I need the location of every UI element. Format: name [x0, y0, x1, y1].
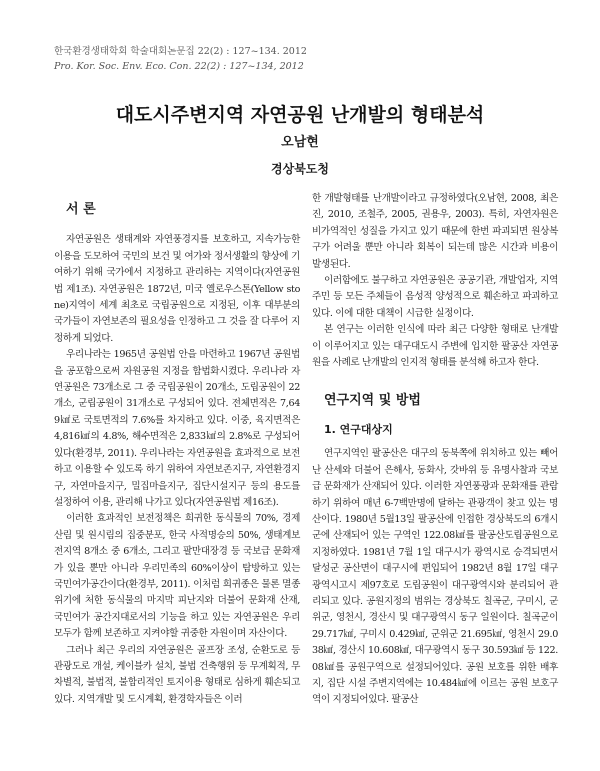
paper-title: 대도시주변지역 자연공원 난개발의 형태분석: [115, 104, 485, 126]
section-heading-study-area: 연구지역 및 방법: [324, 393, 421, 409]
body-paragraph: 한 개발형태를 난개발이라고 규정하였다(오남현, 2008, 최은진, 2010, 조철주, 2005, 권용우, 2003). 특히, 자연자원은 비가역적인 성질을 가지고 있기 때문에 한번 파괴되면 원상복구가 어려울 뿐만 아니라 회복이 되는데 많은 시간과 비용이 발생된다.: [312, 193, 558, 270]
body-paragraph: 본 연구는 이러한 인식에 따라 최근 다양한 형태로 난개발이 이루어지고 있는 대구대도시 주변에 입지한 팔공산 자연공원을 사례로 난개발의 인지적 형태를 분석해 하고자 한다.: [312, 324, 558, 369]
subsection-heading: 1. 연구대상지: [324, 422, 393, 436]
journal-citation-korean: 한국환경생태학회 학술대회논문집 22(2) : 127~134. 2012: [54, 46, 307, 57]
right-column: [312, 191, 558, 709]
body-paragraph: 그러나 최근 우리의 자연공원은 골프장 조성, 순환도로 등 관광도로 개설, 케이블카 설치, 불법 건축행위 등 무계획적, 무차별적, 불법적, 불합리적인 토지이용 형태로 심하게 훼손되고 있다. 지역개발 및 도시계획, 환경학자들은 이러: [54, 644, 300, 705]
left-column: [54, 202, 300, 708]
journal-citation-english: Pro. Kor. Soc. Env. Eco. Con. 22(2) : 127~134, 2012: [54, 61, 304, 72]
body-paragraph: 연구지역인 팔공산은 대구의 동북쪽에 위치하고 있는 빼어난 산세와 더불어 은해사, 동화사, 갓바위 등 유명사찰과 국보급 문화재가 산재되어 있다. 이러한 자연풍광과 문화재를 관람하기 위하여 매년 6-7백만명에 달하는 관광객이 찾고 있는 명산이다. 1980년 5월13일 팔공산에 인접한 경상북도의 6개시군에 산재되어 있는 구역인 122.08㎢를 팔공산도립공원으로 지정하였다. 1981년 7월 1일 대구시가 광역시로 승격되면서 달성군 공산면이 대구시에 편입되어 1982년 8월 17일 대구광역시고시 제97호로 도립공원이 대구광역시와 분리되어 관리되고 있다. 공원지정의 범위는 경상북도 칠곡군, 구미시, 군위군, 영천시, 경산시 및 대구광역시 동구 일원이다. 칠곡군이 29.717㎢, 구미시 0.429㎢, 군위군 21.695㎢, 영천시 29.038㎢, 경산시 10.608㎢, 대구광역시 동구 30.593㎢ 등 122.08㎢를 공원구역으로 설정되어있다. 공원 보호를 위한 배후지, 집단 시설 주변지역에는 10.484㎢에 이르는 공원 보호구역이 지정되어있다. 팔공산: [312, 448, 558, 706]
body-paragraph: 자연공원은 생태계와 자연풍경지를 보호하고, 지속가능한 이용을 도모하여 국민의 보건 및 여가와 정서생활의 향상에 기여하기 위해 국가에서 지정하고 관리하는 지역이다(자연공원법 제1조). 자연공원은 1872년, 미국 옐로우스톤(Yellow stone)지역이 세계 최초로 국립공원으로 지정된, 이후 대부분의 국가들이 자연보존의 필요성을 인정하고 그 것을 잘 다루어 지정하게 되었다.: [54, 234, 300, 344]
body-paragraph: 우리나라는 1965년 공원법 안을 마련하고 1967년 공원법을 공포함으로써 자원공원 지정을 합법화시켰다. 우리나라 자연공원은 73개소로 그 중 국립공원이 20개소, 도립공원이 22개소, 군립공원이 31개소로 구성되어 있다. 전체면적은 7,649㎢로 국토면적의 7.6%를 차지하고 있다. 이중, 육지면적은 4,816㎢의 4.8%, 해수면적은 2,833㎢의 2.8%로 구성되어 있다(환경부, 2011). 우리나라는 자연공원을 효과적으로 보전하고 이용할 수 있도록 하기 위하여 자연보존지구, 자연환경지구, 자연마을지구, 밀집마을지구, 집단시설지구 등의 용도를 설정하여 이용, 관리해 나가고 있다(자연공원법 제16조).: [54, 349, 300, 508]
section-heading-introduction: 서 론: [66, 202, 96, 217]
body-paragraph: 이러함에도 불구하고 자연공원은 공공기관, 개발업자, 지역주민 등 모든 주체들이 음성적 양성적으로 훼손하고 파괴하고 있다. 이에 대한 대책이 시급한 실정이다.: [312, 275, 558, 319]
journal-header: [54, 44, 307, 74]
body-paragraph: 이러한 효과적인 보전정책은 희귀한 동식물의 70%, 경제산림 및 원시림의 집중분포, 한국 사적명승의 50%, 생태계보전지역 8개소 중 6개소, 그리고 팔만대장경 등 국보급 문화재가 있을 뿐만 아니라 우리민족의 60%이상이 탐방하고 있는 국민여가공간이다(환경부, 2011). 이처럼 희귀종은 물론 멸종 위기에 처한 동식물의 마지막 피난지와 더불어 문화재 산재, 국민여가 공간지대로서의 기능을 하고 있는 자연공원은 우리 모두가 함께 보존하고 지켜야할 귀중한 자원이며 자산이다.: [54, 513, 300, 640]
author-affiliation: 경상북도청: [271, 162, 329, 176]
author-name: 오남현: [281, 135, 319, 150]
